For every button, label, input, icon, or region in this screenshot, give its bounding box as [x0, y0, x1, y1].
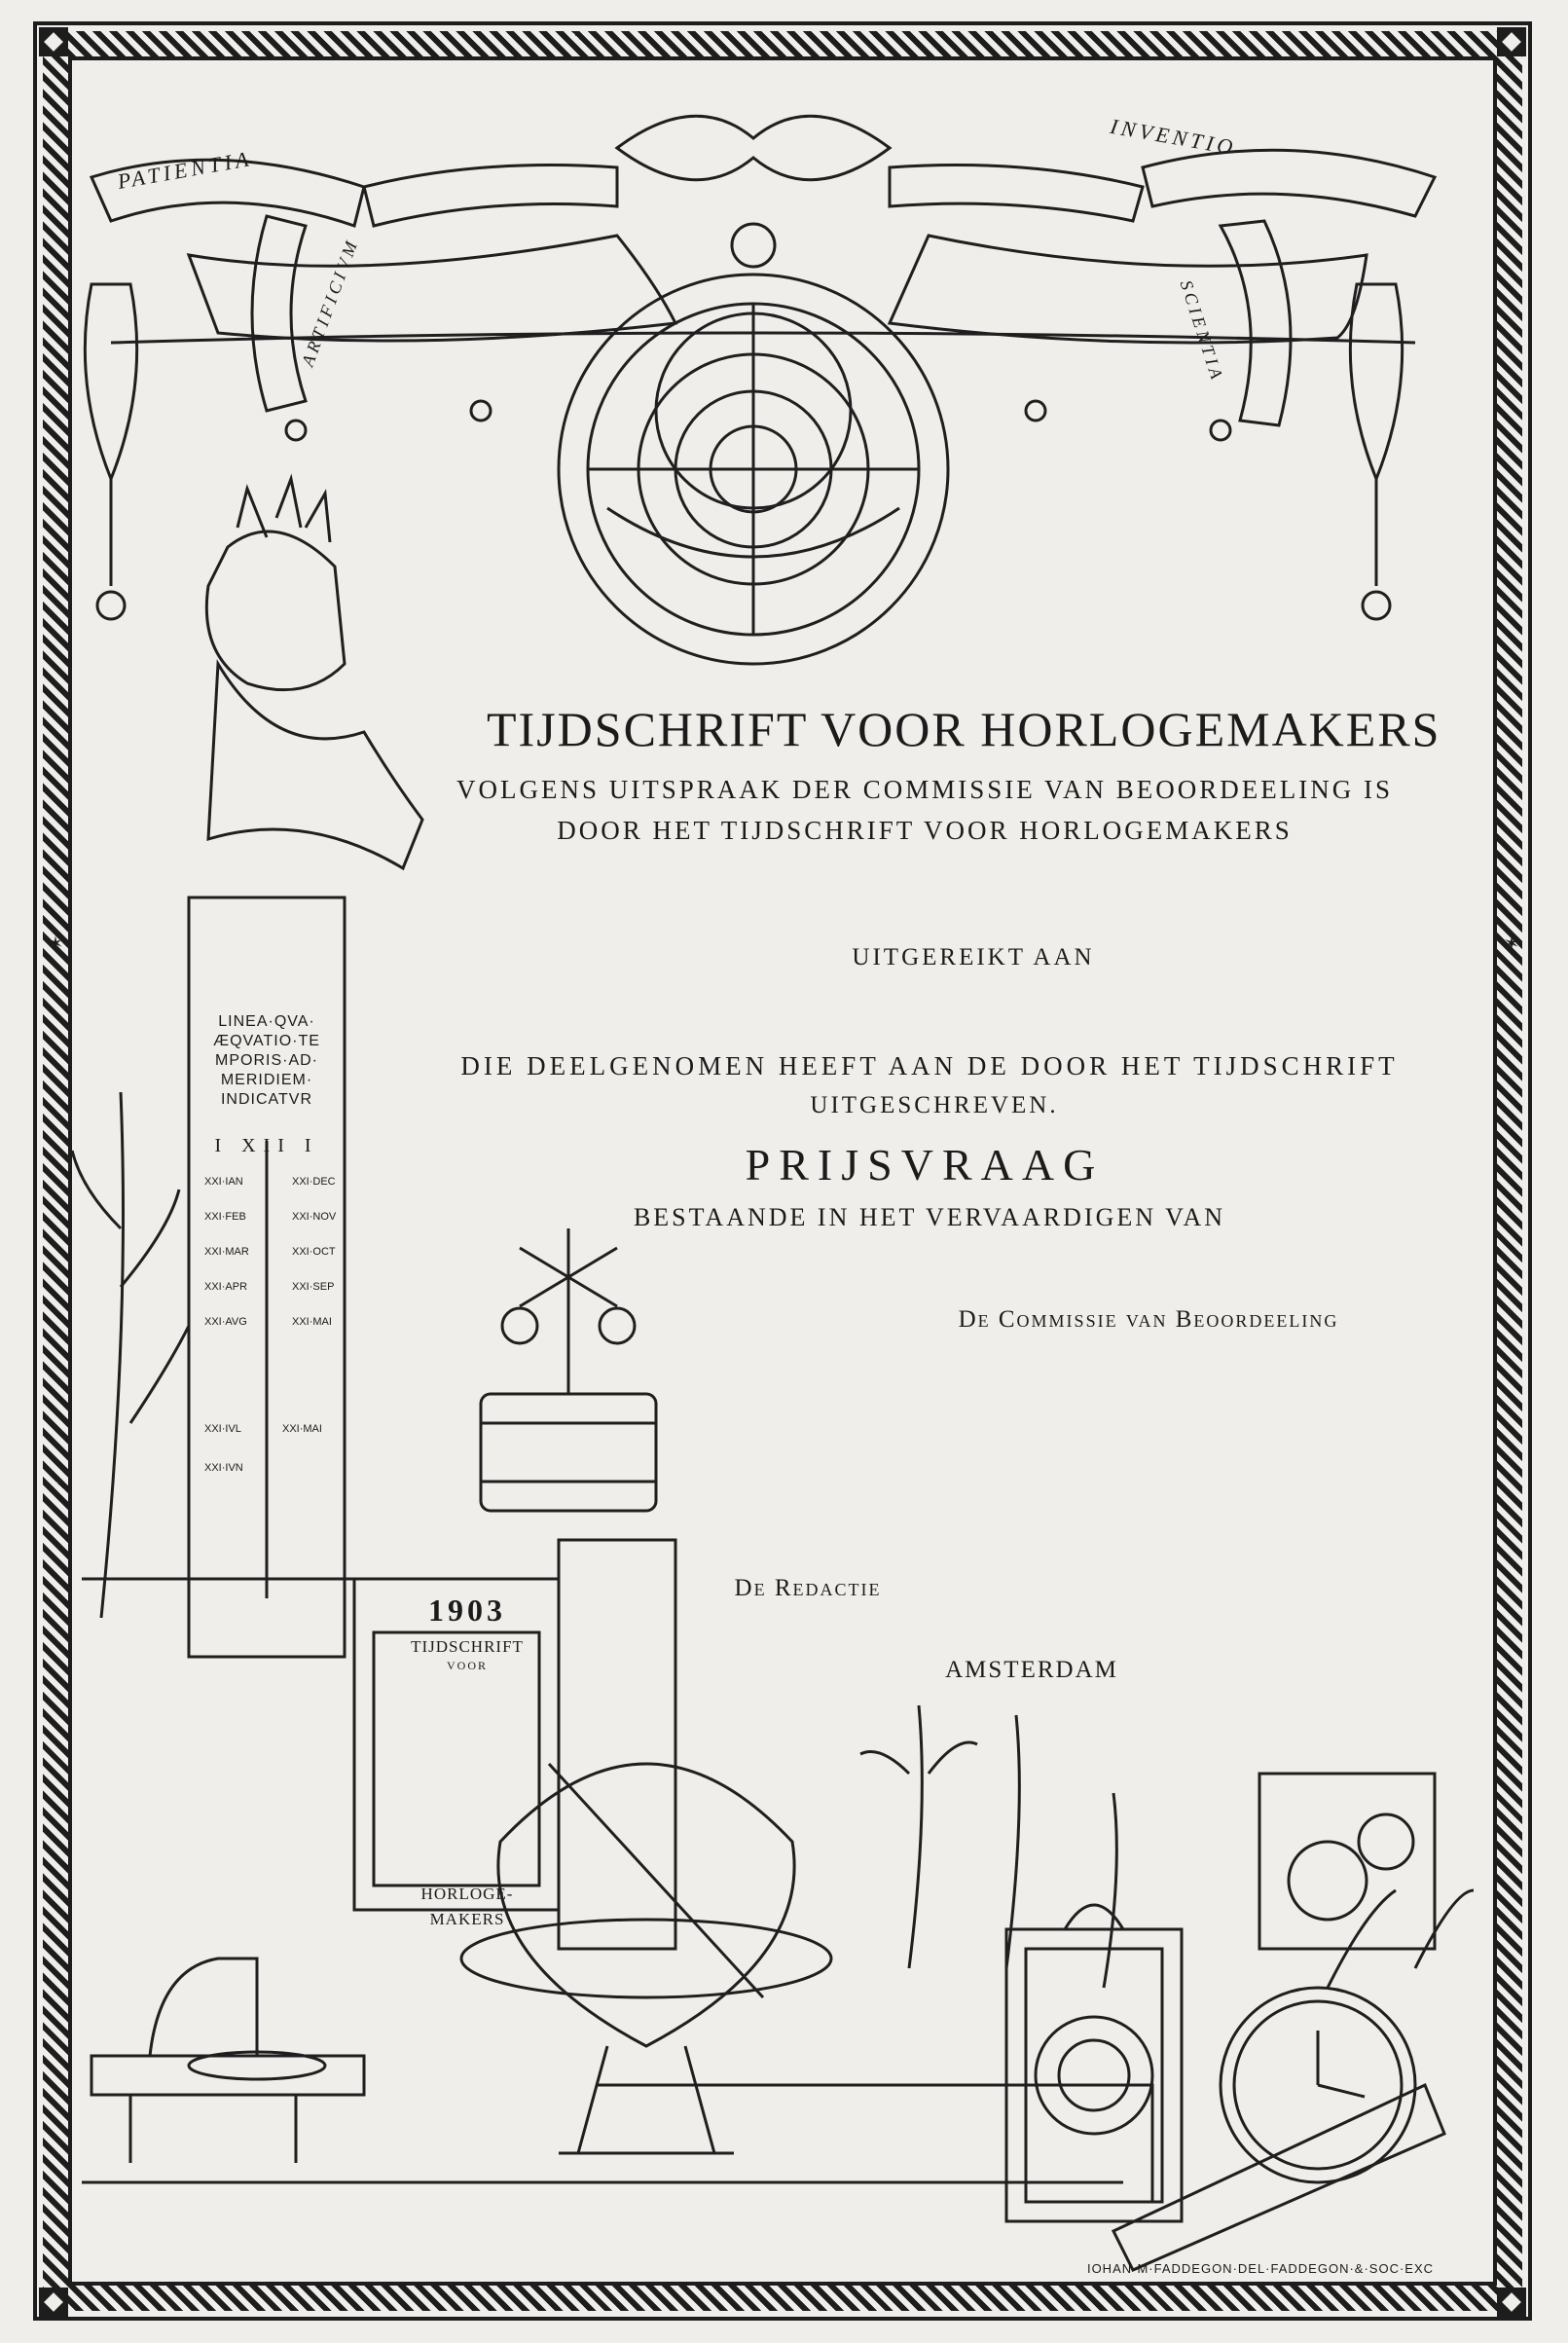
- editorial-signature-label: De Redactie: [734, 1575, 882, 1601]
- border-star-left-icon: ✶: [47, 934, 64, 955]
- certificate-intro-line-1: VOLGENS UITSPRAAK DER COMMISSIE VAN BEOORDEELING IS: [456, 775, 1394, 804]
- book-title-top: TIJDSCHRIFT: [411, 1637, 524, 1656]
- ribbon-inscription-right: INVENTIO: [1108, 113, 1239, 161]
- calendar-mark: XXI·MAI: [292, 1316, 332, 1328]
- corner-ornament-bottom-right: [1497, 2288, 1526, 2317]
- athena-bust: [206, 479, 422, 868]
- ribbon-inscription-right-side: SCIENTIA: [1176, 277, 1228, 385]
- tassel-right: [1350, 284, 1402, 479]
- corner-ornament-bottom-left: [39, 2288, 68, 2317]
- participation-line-1: DIE DEELGENOMEN HEEFT AAN DE DOOR HET TIJDSCHRIFT: [460, 1051, 1399, 1080]
- column-inscription-line: LINEA·QVA·: [218, 1013, 315, 1030]
- border-star-right-icon: ✶: [1503, 934, 1520, 955]
- garland-right: [890, 236, 1367, 343]
- armillary-sphere: [461, 1764, 831, 2153]
- ribbon-side-right: [1221, 221, 1291, 425]
- column-inscription-line: MPORIS·AD·: [215, 1052, 318, 1069]
- place-label: AMSTERDAM: [945, 1657, 1118, 1683]
- wall-clock: [1221, 1988, 1415, 2182]
- corner-ornament-top-left: [39, 27, 68, 56]
- column-noon-mark: I XII I: [214, 1135, 319, 1156]
- book-title-bottom-2: MAKERS: [429, 1910, 505, 1928]
- book-year: 1903: [428, 1593, 506, 1628]
- committee-signature-label: De Commissie van Beoordeeling: [958, 1306, 1339, 1333]
- screw-press: [481, 1228, 656, 1511]
- certificate-title: TIJDSCHRIFT VOOR HORLOGEMAKERS: [487, 702, 1441, 756]
- tassel-left: [85, 284, 136, 479]
- column-inscription-line: ÆQVATIO·TE: [213, 1033, 320, 1049]
- ribbon-inscription-left-side: ARTIFICIVM: [297, 235, 363, 370]
- ribbon-inscription-left: PATIENTIA: [115, 146, 254, 194]
- awarded-to: UITGEREIKT AAN: [852, 944, 1095, 970]
- calendar-mark: XXI·SEP: [292, 1281, 335, 1293]
- prize-heading: PRIJSVRAAG: [745, 1140, 1105, 1190]
- floor-slab: [82, 2085, 1152, 2202]
- corner-ornament-top-right: [1497, 27, 1526, 56]
- calendar-mark: XXI·MAI: [282, 1423, 322, 1435]
- calendar-mark: XXI·AVG: [204, 1316, 247, 1328]
- calendar-mark: XXI·APR: [204, 1281, 248, 1293]
- ribbon-side-left: [252, 216, 306, 411]
- column-inscription-line: INDICATVR: [220, 1091, 313, 1108]
- book-cover: [354, 1579, 559, 1910]
- calendar-mark: XXI·OCT: [292, 1246, 336, 1258]
- book-title-voor: VOOR: [446, 1659, 488, 1672]
- calendar-mark: XXI·DEC: [292, 1176, 336, 1188]
- calendar-mark: XXI·IVN: [204, 1462, 243, 1474]
- lantern-clock: [1006, 1905, 1182, 2221]
- column-inscription-line: MERIDIEM·: [220, 1072, 313, 1088]
- calendar-mark: XXI·NOV: [292, 1211, 337, 1223]
- column-inscription: [191, 1012, 343, 1110]
- lathe: [91, 1959, 364, 2163]
- calendar-mark: XXI·IAN: [204, 1176, 243, 1188]
- plant-left: [72, 1092, 189, 1618]
- ribbon-bow: [617, 116, 890, 179]
- book-title-bottom-1: HORLOGE-: [420, 1885, 514, 1903]
- ribbon-right: [1143, 150, 1435, 216]
- artist-credit: IOHAN·M·FADDEGON·DEL·FADDEGON·&·SOC·EXC: [1086, 2261, 1435, 2276]
- skeleton-clock: [1259, 1774, 1435, 1949]
- prize-description: BESTAANDE IN HET VERVAARDIGEN VAN: [633, 1203, 1226, 1231]
- ribbon-drape-right: [890, 165, 1143, 222]
- calendar-mark: XXI·FEB: [204, 1211, 246, 1223]
- astrolabe: [559, 224, 948, 664]
- calendar-mark: XXI·MAR: [204, 1246, 249, 1258]
- calendar-mark: XXI·IVL: [204, 1423, 241, 1435]
- participation-line-2: UITGESCHREVEN.: [810, 1092, 1059, 1118]
- flowers: [860, 1705, 1116, 1988]
- ribbon-drape-left: [364, 165, 617, 227]
- certificate-intro-line-2: DOOR HET TIJDSCHRIFT VOOR HORLOGEMAKERS: [557, 816, 1293, 845]
- garland-left: [189, 236, 675, 341]
